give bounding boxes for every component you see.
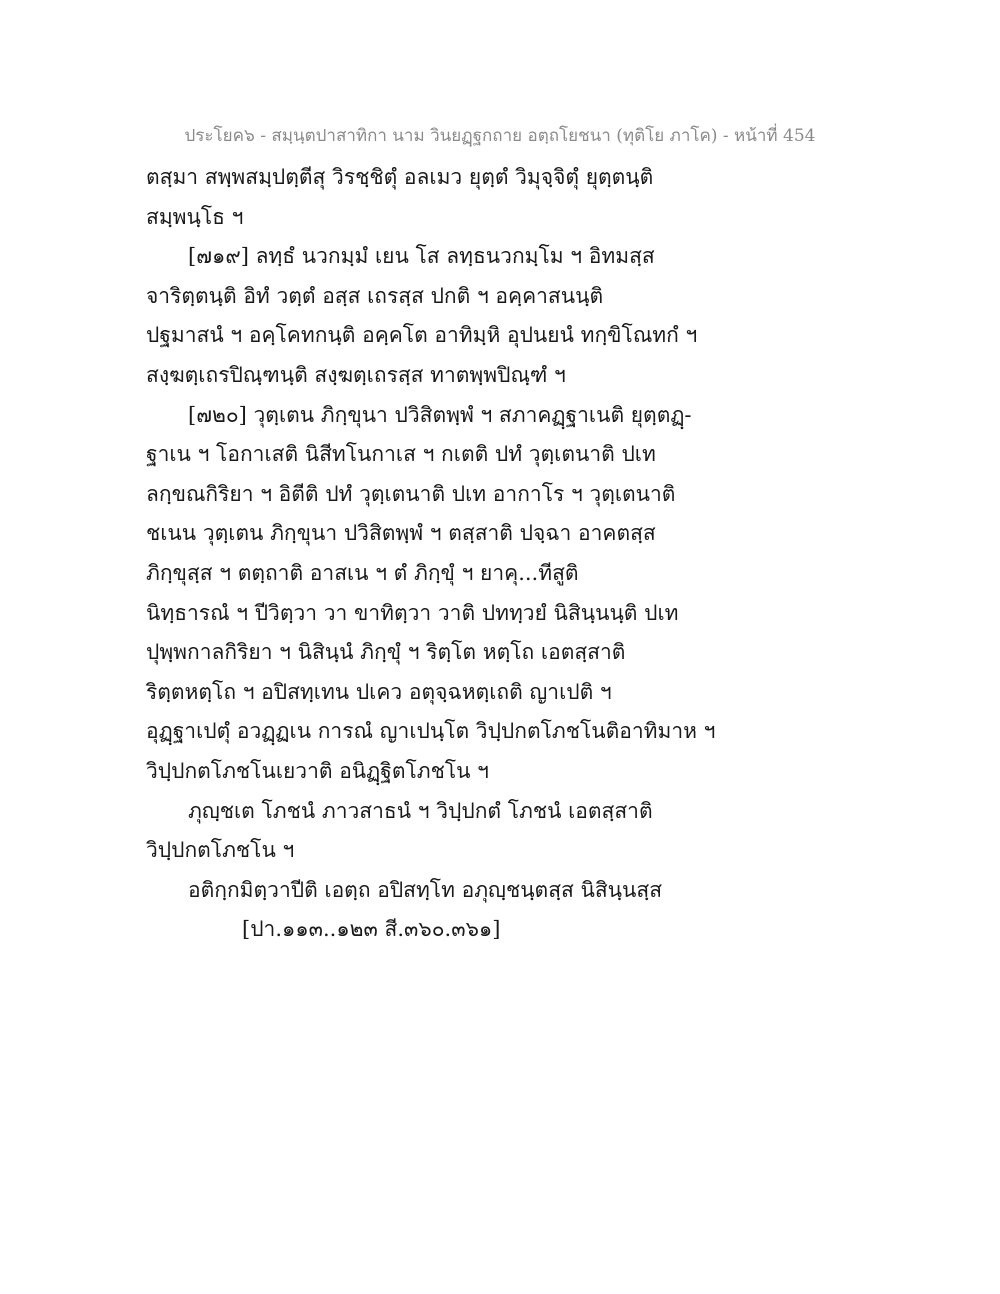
- text-line: วิปฺปกตโภชโน ฯ: [146, 838, 295, 863]
- paragraph-start-line: ภุญฺชเต โภชนํ ภาวสาธนํ ฯ วิปฺปกตํ โภชนํ เอตสฺสาติ: [188, 798, 653, 823]
- text-line: ชเนน วุตฺเตน ภิกฺขุนา ปวิสิตพฺพํ ฯ ตสฺสาติ ปจฺฉา อาคตสฺส: [146, 521, 656, 546]
- text-line: ริตฺตหตฺโถ ฯ อปิสทฺเทน ปเคว อตุจฺฉหตฺเถติ ญาเปติ ฯ: [146, 679, 612, 704]
- text-line: ภิกฺขุสฺส ฯ ตตฺถาติ อาสเน ฯ ตํ ภิกฺขุํ ฯ ยาคุ...ทีสูติ: [146, 560, 579, 585]
- paragraph-start-line: [๗๒๐] วุตฺเตน ภิกฺขุนา ปวิสิตพฺพํ ฯ สภาคฏฺฐาเนติ ยุตฺตฏฺ-: [188, 402, 692, 427]
- text-line: สมฺพนฺโธ ฯ: [146, 204, 244, 229]
- text-line: ตสฺมา สพฺพสมฺปตฺตีสุ วิรชฺชิตุํ อลเมว ยุตฺตํ วิมุจฺจิตุํ ยุตฺตนฺติ: [146, 165, 654, 189]
- text-line: ปุพฺพกาลกิริยา ฯ นิสินฺนํ ภิกฺขุํ ฯ ริตฺโต หตฺโถ เอตสฺสาติ: [146, 640, 626, 665]
- paragraph-start-line: อติกฺกมิตฺวาปีติ เอตฺถ อปิสทฺโท อภุญฺชนฺตสฺส นิสินฺนสฺส: [188, 877, 663, 902]
- text-line: ลกฺขณกิริยา ฯ อิตีติ ปทํ วุตฺเตนาติ ปเท อากาโร ฯ วุตฺเตนาติ: [146, 481, 676, 506]
- page-reference: [ปา.๑๑๓..๑๒๓ สี.๓๖๐.๓๖๑]: [242, 917, 501, 942]
- page-header: ประโยค๖ - สมฺนฺตปาสาทิกา นาม วินยฏฺฐกถาย อตฺถโยชนา (ทุติโย ภาโค) - หน้าที่ 454: [184, 126, 816, 146]
- paragraph-start-line: [๗๑๙] ลทฺธํ นวกมฺมํ เยน โส ลทฺธนวกมฺโม ฯ อิทมสฺส: [188, 244, 655, 269]
- text-line: ปฐมาสนํ ฯ อคฺโคทกนฺติ อคฺคโต อาทิมฺหิ อุปนยนํ ทกฺขิโณทกํ ฯ: [146, 323, 698, 348]
- text-line: อุฏฺฐาเปตุํ อวฏฺฏเน การณํ ญาเปนฺโต วิปฺปกตโภชโนติอาทิมาห ฯ: [146, 719, 716, 744]
- text-line: จาริตฺตนฺติ อิทํ วตฺตํ อสฺส เถรสฺส ปกติ ฯ อคฺคาสนนฺติ: [146, 283, 604, 308]
- body-text: [146, 158, 866, 950]
- text-line: นิทฺธารณํ ฯ ปีวิตฺวา วา ขาทิตฺวา วาติ ปททฺวยํ นิสินฺนนฺติ ปเท: [146, 600, 679, 625]
- text-line: ฐาเน ฯ โอกาเสติ นิสีทโนกาเส ฯ กเตติ ปทํ วุตฺเตนาติ ปเท: [146, 442, 656, 467]
- text-line: วิปฺปกตโภชโนเยวาติ อนิฏฺฐิตโภชโน ฯ: [146, 758, 489, 783]
- text-line: สงฺฆตฺเถรปิณฺฑนฺติ สงฺฆตฺเถรสฺส ทาตพฺพปิณฺฑํ ฯ: [146, 362, 566, 387]
